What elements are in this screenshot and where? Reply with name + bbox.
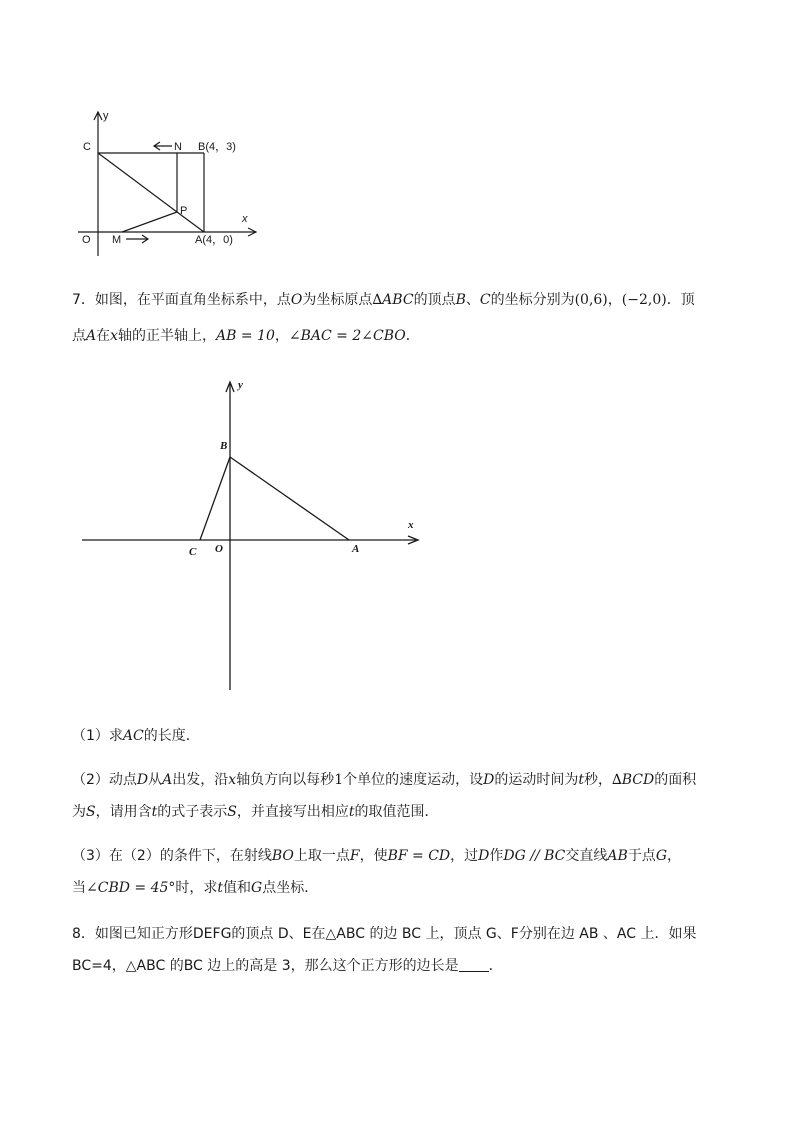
coord-C: (−2,0) xyxy=(621,292,667,308)
point-D: D xyxy=(478,848,490,864)
sub2-text: 个单位的速度运动，设 xyxy=(343,772,484,788)
angle-CBD: ∠CBD = 45° xyxy=(86,880,176,896)
axis-x-ref: x xyxy=(228,772,237,788)
bf-equation: BF = CD xyxy=(387,848,451,864)
sub2-text: 的式子表示 xyxy=(157,804,228,820)
axis-x-ref: x xyxy=(110,328,119,344)
var-t: t xyxy=(151,804,158,820)
sub2-text: （2）动点 xyxy=(72,772,137,788)
sub1-text: （1）求 xyxy=(72,728,123,744)
q8-text: BC=4，△ABC 的BC 边上的高是 3，那么这个正方形的边长是 xyxy=(72,958,459,974)
point-D: D xyxy=(483,772,495,788)
q7-text: 在 xyxy=(96,328,111,344)
segment-BA xyxy=(230,457,349,540)
sub3-text: 上取一点 xyxy=(293,848,350,864)
point-B: B xyxy=(455,292,466,308)
q7-text: 如图，在平面直角坐标系中，点 xyxy=(94,292,291,308)
label-N: N xyxy=(174,141,182,153)
point-A: A xyxy=(86,328,97,344)
sub2-text: 轴负方向以每秒 xyxy=(236,772,335,788)
point-A: A xyxy=(162,772,173,788)
label-C: C xyxy=(189,546,197,558)
q7-line-1 xyxy=(72,284,732,316)
sub2-text: 从 xyxy=(148,772,163,788)
axis-label-y: y xyxy=(103,110,109,122)
ab-equation: AB = 10 xyxy=(216,328,275,344)
number-one: 1 xyxy=(334,772,344,788)
triangle-BCD: ∆BCD xyxy=(611,772,655,788)
point-G: G xyxy=(655,848,667,864)
sub2-text: 的面积 xyxy=(654,772,697,788)
q7-line-2 xyxy=(72,320,732,352)
label-P: P xyxy=(180,205,188,217)
sub-question-3-line-2 xyxy=(72,872,732,904)
figure-1-rectangle-diagram xyxy=(76,108,266,258)
segment-CB xyxy=(200,457,230,540)
sub3-text: 值和 xyxy=(223,880,252,896)
q8-text: ． xyxy=(488,958,503,974)
point-D: D xyxy=(136,772,149,788)
answer-blank[interactable] xyxy=(459,957,489,972)
label-A: A(4，0) xyxy=(195,234,233,246)
label-B: B(4，3) xyxy=(198,141,236,153)
label-O: O xyxy=(215,543,223,555)
segment-MP xyxy=(122,212,177,232)
q7-text: 的顶点 xyxy=(413,292,456,308)
var-S: S xyxy=(86,804,96,820)
var-t: t xyxy=(217,880,224,896)
sub3-text: ， xyxy=(667,848,681,864)
sub2-text: 的运动时间为 xyxy=(494,772,579,788)
point-O: O xyxy=(290,292,303,308)
sub3-text: 交直线 xyxy=(565,848,608,864)
sub1-text: 的长度． xyxy=(143,728,200,744)
label-B: B xyxy=(220,440,228,452)
label-O: O xyxy=(82,234,91,246)
coord-B: (0,6) xyxy=(574,292,608,308)
q7-text: 轴的正半轴上， xyxy=(118,328,217,344)
sub-question-2-line-2 xyxy=(72,796,732,828)
axis-label-x: x xyxy=(242,213,248,225)
sub3-text: （3）在（2）的条件下，在射线 xyxy=(72,848,272,864)
sub2-text: ，并直接写出相应 xyxy=(236,804,349,820)
angle-equation: ∠BAC = 2∠CBO xyxy=(288,328,406,344)
point-G: G xyxy=(251,880,263,896)
triangle-ABC: ∆ABC xyxy=(372,292,414,308)
q7-text: ．顶 xyxy=(666,292,695,308)
sub3-text: 时，求 xyxy=(175,880,218,896)
segment-CP xyxy=(98,153,177,212)
axis-label-x: x xyxy=(408,519,414,531)
figure-2-triangle-diagram xyxy=(78,378,428,694)
q7-text: ， xyxy=(274,328,289,344)
sub2-text: 为 xyxy=(72,804,86,820)
parallel-statement: DG // BC xyxy=(503,848,566,864)
q7-text: 的坐标分别为 xyxy=(490,292,575,308)
point-C: C xyxy=(479,292,491,308)
sub3-text: 于点 xyxy=(627,848,656,864)
var-S: S xyxy=(227,804,237,820)
q7-text: ， xyxy=(607,292,622,308)
sub3-text: 当 xyxy=(72,880,86,896)
sub3-text: 作 xyxy=(489,848,504,864)
q8-line-1: 8．如图已知正方形DEFG的顶点 D、E在△ABC 的边 BC 上，顶点 G、F分别在边 AB 、AC 上．如果 xyxy=(72,926,697,942)
sub-question-2-line-1 xyxy=(72,764,732,796)
q7-text: 、 xyxy=(465,292,480,308)
q7-text: 为坐标原点 xyxy=(302,292,373,308)
point-F: F xyxy=(349,848,360,864)
label-M: M xyxy=(112,234,122,246)
sub2-text: 出发，沿 xyxy=(172,772,229,788)
sub2-text: 秒， xyxy=(583,772,612,788)
axis-label-y: y xyxy=(238,379,243,391)
line-AB: AB xyxy=(607,848,628,864)
q7-text: ． xyxy=(405,328,420,344)
label-C: C xyxy=(83,141,91,153)
var-t: t xyxy=(348,804,355,820)
q7-text: 点 xyxy=(72,328,86,344)
sub2-text: 的取值范围． xyxy=(354,804,439,820)
sub2-text: ，请用含 xyxy=(95,804,152,820)
ray-BO: BO xyxy=(271,848,294,864)
sub3-text: 点坐标． xyxy=(262,880,319,896)
segment-AC: AC xyxy=(122,728,144,744)
var-t: t xyxy=(578,772,584,788)
sub-question-1 xyxy=(72,720,732,752)
sub-question-3-line-1 xyxy=(72,840,732,872)
label-A: A xyxy=(352,543,360,555)
sub3-text: ，过 xyxy=(450,848,479,864)
q8-line-2 xyxy=(72,950,732,982)
q7-number: 7． xyxy=(72,292,95,308)
sub3-text: ，使 xyxy=(359,848,388,864)
